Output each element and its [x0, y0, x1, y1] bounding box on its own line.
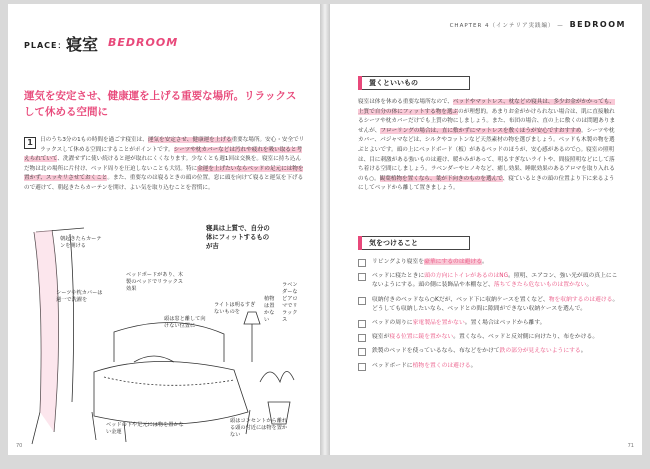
- body-text: 。: [580, 348, 587, 355]
- checkbox-icon: [358, 297, 366, 305]
- pink-text: 物を収納するのは避ける: [548, 296, 613, 303]
- body-text: 。: [586, 282, 593, 289]
- section-title-caution: 気をつけること: [358, 236, 470, 250]
- pink-text: 頭の方向にトイレがあるのはNG: [424, 273, 509, 280]
- highlighted-text: フローリングの場合は、直に敷かずにマットレスを敷くほうが安心ですおすすめ: [380, 127, 582, 134]
- body-text: 。: [482, 259, 488, 265]
- checkbox-icon: [358, 273, 366, 281]
- intro-number: 1: [24, 137, 36, 149]
- checklist-item: [358, 347, 620, 356]
- pink-text: 落ちてきたら危ないものは置かない: [493, 282, 587, 289]
- body-text: 収納付きのベッドなら○Kだが、ベッド下に収納ケースを置くなど、: [372, 296, 549, 303]
- body-text: 、洗濯せずに使い続けると運が取れにくくなります。少なくとも週1回は交換を。寝室に持ち込んだ物は北の場所に片付け、ベッド周りを圧迫しないことも大切。特に: [24, 156, 302, 172]
- checkbox-icon: [358, 363, 366, 371]
- note-outlet: 頭はコンセントから離れる頭の付近には物を置かない: [230, 418, 288, 438]
- body-text: 。シーツや枕カバー、パジャマなどは、シルクやコットンなど天然素材の物を選びましょう。ベッドも木製の物を選ぶとよいです。頭の上にベッドボード（板）があるベッドのほうが、安心感があるので○。寝室の照明は、目に刺激がある強いものは避け、暖かみがあって、明るすぎないライトや、間接照明などにして落ち着ける空間にしましょう。ラベンダーやヒノキなど、癒し効果、睡眠効果のあるアロマを取り入れるのも○。: [358, 127, 615, 182]
- pink-text: 家電製品を置かない: [412, 320, 465, 327]
- highlighted-text: 観葉植物を置くなら、葉が下向きのものを選んで: [379, 175, 503, 182]
- place-label: PLACE：: [24, 41, 67, 50]
- checklist-item: [358, 319, 620, 328]
- chapter-header: CHAPTER 4（インテリア実践編） — BEDROOM: [449, 20, 626, 29]
- body-text: 。照明、エアコン、強い光が頭の真上にこないようにする。頭の側に装飾品や本棚など、: [372, 273, 618, 289]
- checklist-item: [358, 333, 620, 342]
- body-text: 日のうち3分の1もの時間を過ごす寝室は、: [40, 137, 148, 143]
- body-text: 鉄製のベッドを使っているなら、布などをかけて: [372, 348, 500, 355]
- note-sheets: シーツや枕カバーは週一で洗濯を: [56, 290, 103, 303]
- body-text: 寝室が: [372, 334, 390, 341]
- highlighted-text: 豪華にするのは避ける: [424, 259, 483, 265]
- highlighted-text: 運気を安定させ、健康運を上げる: [147, 137, 232, 143]
- chapter-label: CHAPTER 4（インテリア実践編）: [449, 23, 555, 29]
- body-text: ベッドボードに: [372, 362, 413, 369]
- body-text: ベッドに寝たときに: [372, 273, 425, 280]
- note-head: 頭は窓と離して向けない位置に: [164, 316, 206, 329]
- note-concept: 寝具は上質で、自分の体にフィットするものが吉: [206, 224, 270, 250]
- note-headboard: ベッドボードがあり、木製のベッドでリラックス効果: [126, 272, 184, 292]
- pink-text: 寝る位置に鏡を置かない: [389, 334, 454, 341]
- note-plant: 植物は置かない: [264, 296, 275, 323]
- body-text: 。どうしても収納したいなら、ベッドとの間に隙間ができない収納ケースを選んで。: [372, 296, 619, 312]
- note-curtain: 朝起きたらカーテンを開ける: [60, 236, 102, 249]
- checkbox-icon: [358, 348, 366, 356]
- pink-text: 鉄の部分が見えないようにする: [499, 348, 581, 355]
- body-text: 寝室は体を休める重要な場所なので、: [358, 99, 453, 105]
- body-text: のが理想的。あまりお金がかけられない場合は、肌に直接触れるシーツや枕カバーだけでも上質の物にしましょう。また、布団の場合、直の上に敷くのは問題ありませんが、: [358, 108, 616, 134]
- body-text: 。置くなら、ベッドと反対側に向けたり、布をかける。: [453, 334, 599, 341]
- section-title-recommended: 置くといいもの: [358, 76, 470, 90]
- chapter-en: BEDROOM: [569, 20, 626, 29]
- intro-paragraph: [24, 136, 306, 194]
- note-light: ライトは明るすぎないものを: [214, 302, 256, 315]
- body-text: リビングより寝室を: [372, 259, 425, 265]
- checkbox-icon: [358, 334, 366, 342]
- note-under-bed: ベッドの下や足元には物を置かない金運: [106, 422, 184, 435]
- page-number-right: 71: [627, 443, 634, 449]
- right-page: [330, 4, 642, 455]
- page-title: 寝室: [66, 35, 99, 54]
- note-lavender: ラベンダーなどアロマでリラックス: [282, 282, 298, 323]
- pink-text: 植物を置くのは避ける: [412, 362, 471, 369]
- body-text: 、寝ているときの頭の位置より下に来るようにしてベッドから離して置きましょう。: [358, 175, 615, 192]
- page-number-left: 70: [16, 443, 23, 449]
- checklist-item: [358, 258, 620, 267]
- highlighted-text: 金運を上げたいならベッドの足元には物を置かず、スッキリさせておくこと: [24, 165, 304, 182]
- checklist-item: [358, 272, 620, 290]
- body-text: 重要な場所。安心・安全でリラックスして休める空間にすることがポイントです。: [40, 137, 305, 153]
- checklist-item: [358, 362, 620, 371]
- body-text: 。また、重要なのは寝るときの頭の位置。窓に頭を向けて寝ると運気を下げるので避けて、朝起きたらカーテンを開け、よい気を取り込むことを習慣に。: [24, 175, 304, 191]
- checklist-item: [358, 296, 620, 314]
- book-gutter: [320, 4, 330, 455]
- body-text: ベッドの周りに: [372, 320, 413, 327]
- section-body-recommended: [358, 98, 620, 194]
- checkbox-icon: [358, 259, 366, 267]
- body-text: 。: [470, 362, 477, 369]
- highlighted-text: シーツや枕カバーなどは汚れや疲れを吸い取ると考えられていて: [24, 146, 303, 163]
- highlighted-text: ベッドやマットレス、枕などの寝具は、多少お金がかかっても、上質で自分の体にフィットする物を選ぶ: [358, 99, 615, 115]
- caution-checklist: [358, 258, 620, 376]
- left-page: [8, 4, 320, 455]
- lead-text: 運気を安定させ、健康運を上げる重要な場所。リラックスして休める空間に: [24, 90, 297, 118]
- checkbox-icon: [358, 320, 366, 328]
- intro-text: [24, 137, 304, 191]
- body-text: 。置く場合はベッドから離す。: [464, 320, 546, 327]
- bedroom-illustration: [24, 212, 308, 448]
- page-title-en: BEDROOM: [108, 36, 179, 49]
